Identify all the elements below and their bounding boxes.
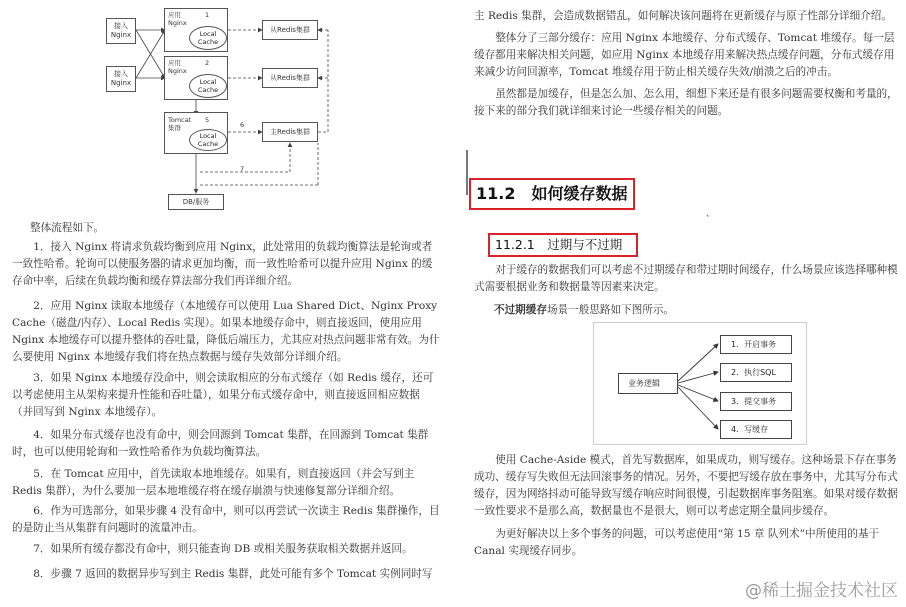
- top-paragraph-3: 虽然都是加缓存，但是怎么加、怎么用，细想下来还是有很多问题需要权衡和考量的，接下来的部分我们就详细来讨论一些缓存相关的问题。: [474, 88, 898, 117]
- margin-mark: [466, 150, 468, 195]
- step-number: 7: [240, 165, 245, 173]
- step-paragraph-2: 2．应用 Nginx 读取本地缓存（本地缓存可以使用 Lua Shared Dict、Nginx Proxy Cache（磁盘/内存）、Local Redis 实现）。如果本地缓存命中，则直接返回，使用应用 Nginx 本地缓存可以提升整体的吞吐量，降低后端压力，尤其应对热点问题非常有效。为什么要使用 Nginx 本地缓存我们将在热点数据与缓存失效部分详细介绍。: [12, 300, 440, 363]
- flow-intro: 整体流程如下。: [30, 222, 105, 234]
- section-title: 11.2 如何缓存数据: [469, 178, 635, 210]
- lead-rest: 场景一般思路如下图所示。: [546, 304, 675, 316]
- canal-paragraph: 为更好解决以上多个事务的问题，可以考虑使用“第 15 章 队列术”中所使用的基于 Canal 实现缓存同步。: [474, 528, 880, 557]
- db-service-box: DB/服务: [168, 194, 224, 210]
- tomcat-cluster: [164, 112, 228, 154]
- business-logic-box: 业务逻辑: [618, 373, 678, 394]
- slave-redis-box-1: 从Redis集群: [262, 20, 318, 40]
- access-nginx-box-1: 接入 Nginx: [106, 18, 136, 44]
- subsection-title: 11.2.1 过期与不过期: [488, 233, 638, 257]
- master-redis-box: 主Redis集群: [262, 122, 318, 142]
- intro-paragraph: 对于缓存的数据我们可以考虑不过期缓存和带过期时间缓存，什么场景应该选择哪种模式需要根据业务和数据量等因素来决定。: [474, 264, 898, 293]
- step-number: 6: [240, 121, 245, 129]
- cache-aside-paragraph: 使用 Cache-Aside 模式，首先写数据库，如果成功，则写缓存。这种场景下存在事务成功、缓存写失败但无法回滚事务的情况。另外，不要把写缓存放在事务中，尤其写分布式缓存，因为网络抖动可能导致写缓存响应时间很慢，引起数据库事务阻塞。如果对缓存数据一致性要求不是那么高，数据量也不是很大，则可以考虑定期全量同步缓存。: [474, 454, 898, 517]
- flow-step-4: 4．写缓存: [720, 420, 792, 439]
- cluster-label: Tomcat 集群: [168, 116, 192, 132]
- step-paragraph-1: 1．接入 Nginx 将请求负载均衡到应用 Nginx，此处常用的负载均衡算法是轮询或者一致性哈希。轮询可以使服务器的请求更加均衡，而一致性哈希可以提升应用 Nginx 的缓存命中率，后续在负载均衡和缓存算法部分我们再详细介绍。: [12, 241, 433, 287]
- lead-bold: 不过期缓存: [494, 304, 547, 316]
- access-nginx-box-2: 接入 Nginx: [106, 66, 136, 92]
- step-number: 5: [205, 116, 210, 124]
- local-cache: Local Cache: [189, 26, 227, 50]
- slave-redis-box-2: 从Redis集群: [262, 68, 318, 88]
- stray-mark: 、: [706, 209, 716, 219]
- step-paragraph-6: 6．作为可选部分，如果步骤 4 没有命中，则可以再尝试一次读主 Redis 集群操作，目的是防止当从集群有问题时的流量冲击。: [12, 505, 440, 534]
- cluster-label: 应用 Nginx: [168, 11, 187, 27]
- top-paragraph-1: 主 Redis 集群，会造成数据错乱，如何解决该问题将在更新缓存与原子性部分详细介绍。: [474, 10, 892, 22]
- lead-paragraph: [494, 302, 898, 319]
- local-cache: Local Cache: [189, 129, 227, 151]
- step-paragraph-7: 7．如果所有缓存都没有命中，则只能查询 DB 或相关服务获取相关数据并返回。: [33, 543, 413, 555]
- step-paragraph-3: 3．如果 Nginx 本地缓存没命中，则会读取相应的分布式缓存（如 Redis 缓存，还可以考虑使用主从架构来提升性能和吞吐量），如果分布式缓存命中，则直接返回相应数据（并回写到 Nginx 本地缓存）。: [12, 372, 434, 418]
- flow-figure: [593, 322, 807, 445]
- cache-architecture-diagram: [0, 0, 456, 215]
- step-number: 1: [205, 11, 210, 19]
- step-number: 2: [205, 59, 210, 67]
- top-paragraph-2: 整体分了三部分缓存：应用 Nginx 本地缓存、分布式缓存、Tomcat 堆缓存。每一层缓存都用来解决相关问题，如应用 Nginx 本地缓存用来解决热点缓存问题，分布式缓存用来减少访问回源率，Tomcat 堆缓存用于防止相关缓存失效/崩溃之后的冲击。: [474, 32, 895, 78]
- app-nginx-cluster-2: [164, 56, 228, 100]
- step-paragraph-5: 5．在 Tomcat 应用中，首先读取本地堆缓存。如果有，则直接返回（并会写到主 Redis 集群），为什么要加一层本地堆缓存将在缓存崩溃与快速修复部分详细介绍。: [12, 468, 415, 497]
- step-paragraph-8: 8．步骤 7 返回的数据异步写到主 Redis 集群，此处可能有多个 Tomcat 实例同时写: [33, 568, 433, 580]
- local-cache: Local Cache: [189, 74, 227, 98]
- flow-step-2: 2．执行SQL: [720, 363, 792, 382]
- app-nginx-cluster-1: [164, 8, 228, 52]
- step-paragraph-4: 4．如果分布式缓存也没有命中，则会回源到 Tomcat 集群，在回源到 Tomcat 集群时，也可以使用轮询和一致性哈希作为负载均衡算法。: [12, 429, 429, 458]
- right-page: [456, 0, 906, 607]
- flow-step-1: 1．开启事务: [720, 335, 792, 354]
- cluster-label: 应用 Nginx: [168, 59, 187, 75]
- watermark: @稀土掘金技术社区: [745, 581, 898, 601]
- flow-step-3: 3．提交事务: [720, 392, 792, 411]
